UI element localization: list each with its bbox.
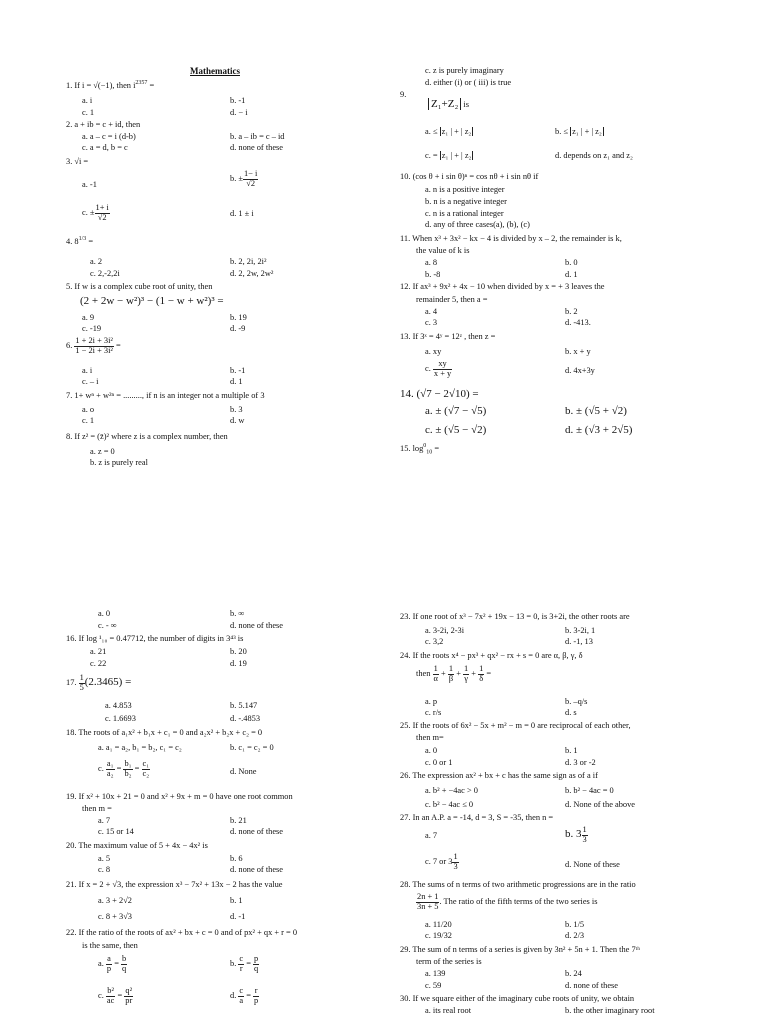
q7-option-c: c. 1 bbox=[82, 416, 95, 425]
q22-option-c: c. $\frac{\text{b²}}{ac}$ = $\frac{\text{q²}}{pr}$ bbox=[98, 986, 133, 1005]
q15-option-b: b. ∞ bbox=[230, 609, 245, 618]
q3-option-d: d. 1 ± i bbox=[230, 209, 254, 218]
q25-option-c: c. 0 or 1 bbox=[425, 758, 453, 767]
q11-stem-cont: the value of k is bbox=[416, 246, 470, 255]
q3-option-c: c. ± $\frac{1+ i}{√2}$ bbox=[82, 203, 109, 222]
q13-stem: 13. If 3ˣ = 4ʸ = 12ᶻ , then z = bbox=[400, 332, 496, 341]
q9-option-d: d. depends on z₁ and z₂ bbox=[555, 151, 633, 160]
q27-option-b: b. 3 $\frac{1}{3}$ bbox=[565, 825, 587, 844]
q12-option-c: c. 3 bbox=[425, 318, 438, 327]
q30-option-b: b. the other imaginary root bbox=[565, 1006, 655, 1015]
q18-option-a: a. a₁ = a₂, b₁ = b₂, c₁ = c₂ bbox=[98, 743, 182, 752]
q23-option-b: b. 3-2i, 1 bbox=[565, 626, 596, 635]
q29-option-c: c. 59 bbox=[425, 981, 442, 990]
q15-option-a: a. 0 bbox=[98, 609, 111, 618]
q5-option-c: c. -19 bbox=[82, 324, 102, 333]
q22-option-a: a. $\frac{a}{p}$ = $\frac{b}{q}$ bbox=[98, 954, 127, 973]
q16-stem: 16. If log ¹₁₀ = 0.47712, the number of digits in 3⁴³ is bbox=[66, 634, 244, 643]
q8-stem: 8. If z² = (z̄)² where z is a complex number, then bbox=[66, 432, 228, 441]
q20-option-d: d. none of these bbox=[230, 865, 284, 874]
q11-option-b: b. 0 bbox=[565, 258, 578, 267]
q27-option-d: d. None of these bbox=[565, 860, 620, 869]
q10-option-b: b. n is a negative integer bbox=[425, 197, 507, 206]
q21-option-d: d. -1 bbox=[230, 912, 246, 921]
q29-option-b: b. 24 bbox=[565, 969, 582, 978]
q5-option-b: b. 19 bbox=[230, 313, 247, 322]
q21-option-c: c. 8 + 3√3 bbox=[98, 912, 132, 921]
q29-stem: 29. The sum of n terms of a series is given by 3n² + 5n + 1. Then the 7ᵗʰ bbox=[400, 945, 640, 954]
q10-stem: 10. (cos θ + i sin θ)ⁿ = cos nθ + i sin nθ if bbox=[400, 172, 539, 181]
q19-option-c: c. 15 or 14 bbox=[98, 827, 134, 836]
q26-stem: 26. The expression ax² + bx + c has the same sign as of a if bbox=[400, 771, 598, 780]
q9-expression: Z₁+Z₂ is bbox=[428, 98, 469, 111]
q14-option-d: d. ± (√3 + 2√5) bbox=[565, 424, 633, 436]
q28-option-d: d. 2/3 bbox=[565, 931, 585, 940]
q10-option-d: d. any of three cases(a), (b), (c) bbox=[425, 220, 530, 229]
q6-stem: 6. $\frac{\text{1 + 2i + 3i²}}{\text{1 − 2i + 3i²}}$ = bbox=[66, 336, 121, 355]
q21-option-b: b. 1 bbox=[230, 896, 243, 905]
q15-option-c: c. - ∞ bbox=[98, 621, 117, 630]
q28-option-b: b. 1/5 bbox=[565, 920, 585, 929]
q3-option-a: a. -1 bbox=[82, 180, 97, 189]
q17-stem: 17. $\frac{1}{5}$ (2.3465) = bbox=[66, 673, 132, 692]
q12-option-d: d. -413. bbox=[565, 318, 591, 327]
q26-option-a: a. b² + −4ac > 0 bbox=[425, 786, 478, 795]
q25-stem-cont: then m= bbox=[416, 733, 444, 742]
q2-option-b: b. a – ib = c – id bbox=[230, 132, 285, 141]
q17-option-d: d. -.4853 bbox=[230, 714, 261, 723]
q8-option-d: d. either (i) or ( iii) is true bbox=[425, 78, 512, 87]
q4-option-d: d. 2, 2w, 2w² bbox=[230, 269, 274, 278]
q17-option-c: c. 1.6693 bbox=[105, 714, 136, 723]
q9-number: 9. bbox=[400, 90, 407, 99]
q23-option-c: c. 3,2 bbox=[425, 637, 444, 646]
q6-option-b: b. -1 bbox=[230, 366, 246, 375]
q26-option-d: d. None of the above bbox=[565, 800, 636, 809]
q28-option-c: c. 19/32 bbox=[425, 931, 452, 940]
q10-option-a: a. n is a positive integer bbox=[425, 185, 505, 194]
q27-option-c: c. 7 or 3 $\frac{1}{3}$ bbox=[425, 852, 458, 871]
q11-option-c: b. -8 bbox=[425, 270, 441, 279]
q25-option-a: a. 0 bbox=[425, 746, 438, 755]
q13-option-a: a. xy bbox=[425, 347, 442, 356]
q24-option-c: c. r/s bbox=[425, 708, 442, 717]
q14-option-b: b. ± (√5 + √2) bbox=[565, 405, 627, 417]
q12-option-b: b. 2 bbox=[565, 307, 578, 316]
q20-stem: 20. The maximum value of 5 + 4x − 4x² is bbox=[66, 841, 208, 850]
q9-option-b: b. ≤ z₁ | + | z₂ bbox=[555, 127, 602, 136]
q2-stem: 2. a + ib = c + id, then bbox=[66, 120, 141, 129]
q1-option-a: a. i bbox=[82, 96, 93, 105]
q13-option-c: c. $\frac{xy}{x + y}$ bbox=[425, 359, 452, 378]
q21-stem: 21. If x = 2 + √3, the expression x³ − 7x² + 13x − 2 has the value bbox=[66, 880, 283, 889]
q16-option-b: b. 20 bbox=[230, 647, 247, 656]
q24-option-a: a. p bbox=[425, 697, 438, 706]
q9-option-c: c. = z₁ | + | z₂ bbox=[425, 151, 472, 160]
q8-option-c: c. z is purely imaginary bbox=[425, 66, 504, 75]
q30-option-a: a. its real root bbox=[425, 1006, 472, 1015]
q8-option-b: b. z is purely real bbox=[90, 458, 148, 467]
q26-option-c: c. b² − 4ac ≤ 0 bbox=[425, 800, 474, 809]
q14-option-a: a. ± (√7 − √5) bbox=[425, 405, 487, 417]
q11-option-d: d. 1 bbox=[565, 270, 578, 279]
q14-stem: 14. (√7 − 2√10) = bbox=[400, 388, 479, 400]
q3-stem: 3. √i = bbox=[66, 157, 89, 166]
q5-option-d: d. -9 bbox=[230, 324, 246, 333]
q5-option-a: a. 9 bbox=[82, 313, 95, 322]
q16-option-c: c. 22 bbox=[90, 659, 107, 668]
q22-option-b: b. $\frac{c}{r}$ = $\frac{p}{q}$ bbox=[230, 954, 259, 973]
q9-option-a: a. ≤ z₁ | + | z₂ bbox=[425, 127, 472, 136]
q12-option-a: a. 4 bbox=[425, 307, 438, 316]
q16-option-d: d. 19 bbox=[230, 659, 247, 668]
q19-stem: 19. If x² + 10x + 21 = 0 and x² + 9x + m = 0 have one root common bbox=[66, 792, 293, 801]
q6-option-c: c. – i bbox=[82, 377, 99, 386]
q1-option-d: d. − i bbox=[230, 108, 248, 117]
q24-option-d: d. s bbox=[565, 708, 577, 717]
q25-option-b: b. 1 bbox=[565, 746, 578, 755]
q24-stem: 24. If the roots x⁴ − px³ + qx² − rx + s = 0 are α, β, γ, δ bbox=[400, 651, 583, 660]
q3-option-b: b. ± $\frac{1- i}{√2}$ bbox=[230, 169, 258, 188]
q13-option-b: b. x + y bbox=[565, 347, 591, 356]
q22-stem: 22. If the ratio of the roots of ax² + bx + c = 0 and of px² + qx + r = 0 bbox=[66, 928, 298, 937]
q7-stem: 7. 1+ wⁿ + w²ⁿ = ........., if n is an integer not a multiple of 3 bbox=[66, 391, 265, 400]
q6-option-a: a. i bbox=[82, 366, 93, 375]
q21-option-a: a. 3 + 2√2 bbox=[98, 896, 132, 905]
q5-expression: (2 + 2w − w²)³ − (1 − w + w²)³ = bbox=[80, 295, 224, 307]
q23-option-d: d. -1, 13 bbox=[565, 637, 593, 646]
q29-stem-cont: term of the series is bbox=[416, 957, 482, 966]
q18-option-c: c. $\frac{\text{a₁}}{\text{a₂}}$ = $\frac{\text{b₁}}{\text{b₂}}$ = $\frac{\text{c₁}}{\text{c₂}}$ bbox=[98, 759, 150, 778]
q23-option-a: a. 3-2i, 2-3i bbox=[425, 626, 465, 635]
q2-option-a: a. a – c = i (d-b) bbox=[82, 132, 136, 141]
q28-stem: 28. The sums of n terms of two arithmetic progressions are in the ratio bbox=[400, 880, 636, 889]
q4-option-c: c. 2,-2,2i bbox=[90, 269, 120, 278]
q25-option-d: d. 3 or -2 bbox=[565, 758, 596, 767]
q30-stem: 30. If we square either of the imaginary cube roots of unity, we obtain bbox=[400, 994, 635, 1003]
q24-option-b: b. –q/s bbox=[565, 697, 588, 706]
q29-option-d: d. none of these bbox=[565, 981, 619, 990]
q29-option-a: a. 139 bbox=[425, 969, 446, 978]
q4-option-b: b. 2, 2i, 2i² bbox=[230, 257, 267, 266]
q10-option-c: c. n is a rational integer bbox=[425, 209, 504, 218]
q2-option-c: c. a = d, b = c bbox=[82, 143, 128, 152]
q7-option-a: a. o bbox=[82, 405, 95, 414]
q15-stem: 15. $\log^0_{10}$ = bbox=[400, 443, 440, 456]
q7-option-d: d. w bbox=[230, 416, 245, 425]
q1-option-c: c. 1 bbox=[82, 108, 95, 117]
q2-option-d: d. none of these bbox=[230, 143, 284, 152]
q16-option-a: a. 21 bbox=[90, 647, 107, 656]
q11-stem: 11. When x³ + 3x² − kx − 4 is divided by x – 2, the remainder is k, bbox=[400, 234, 622, 243]
q19-option-b: b. 21 bbox=[230, 816, 247, 825]
q1-stem: 1. If i = √(−1), then $i^{2357}$ = bbox=[66, 80, 155, 90]
q5-stem: 5. If w is a complex cube root of unity, then bbox=[66, 282, 213, 291]
q11-option-a: a. 8 bbox=[425, 258, 438, 267]
q4-stem: 4. $8^{1/3}$ = bbox=[66, 236, 94, 246]
q19-option-d: d. none of these bbox=[230, 827, 284, 836]
q15-option-d: d. none of these bbox=[230, 621, 284, 630]
q28-option-a: a. 11/20 bbox=[425, 920, 452, 929]
q27-option-a: a. 7 bbox=[425, 831, 438, 840]
q17-option-a: a. 4.853 bbox=[105, 701, 132, 710]
q25-stem: 25. If the roots of 6x² − 5x + m² − m = 0 are reciprocal of each other, bbox=[400, 721, 631, 730]
q1-option-b: b. -1 bbox=[230, 96, 246, 105]
q23-stem: 23. If one root of x³ − 7x² + 19x − 13 = 0, is 3+2i, the other roots are bbox=[400, 612, 630, 621]
q19-option-a: a. 7 bbox=[98, 816, 111, 825]
q18-option-b: b. c₁ = c₂ = 0 bbox=[230, 743, 274, 752]
page-title: Mathematics bbox=[190, 66, 240, 76]
q4-option-a: a. 2 bbox=[90, 257, 103, 266]
q20-option-a: a. 5 bbox=[98, 854, 111, 863]
q28-expression: $\frac{2n + 1}{3n + 5}$ . The ratio of the fifth terms of the two series is bbox=[417, 892, 598, 911]
q20-option-c: c. 8 bbox=[98, 865, 111, 874]
q8-option-a: a. z = 0 bbox=[90, 447, 115, 456]
q12-stem-cont: remainder 5, then a = bbox=[416, 295, 488, 304]
q12-stem: 12. If ax³ + 9x² + 4x − 10 when divided by x = + 3 leaves the bbox=[400, 282, 605, 291]
q22-option-d: d. $\frac{c}{a}$ = $\frac{r}{p}$ bbox=[230, 986, 259, 1005]
q6-option-d: d. 1 bbox=[230, 377, 243, 386]
q18-stem: 18. The roots of a₁x² + b₁x + c₁ = 0 and a₂x² + b₂x + c₂ = 0 bbox=[66, 728, 263, 737]
q20-option-b: b. 6 bbox=[230, 854, 243, 863]
q13-option-d: d. 4x+3y bbox=[565, 366, 595, 375]
q27-stem: 27. In an A.P. a = -14, d = 3, S = -35, then n = bbox=[400, 813, 554, 822]
q26-option-b: b. b² − 4ac = 0 bbox=[565, 786, 614, 795]
q19-stem-cont: then m = bbox=[82, 804, 112, 813]
q7-option-b: b. 3 bbox=[230, 405, 243, 414]
q22-stem-cont: is the same, then bbox=[82, 941, 138, 950]
q18-option-d: d. None bbox=[230, 767, 257, 776]
q17-option-b: b. 5.147 bbox=[230, 701, 258, 710]
q24-expression: then $\frac{1}{\alpha}$ + $\frac{1}{\beta}$ + $\frac{1}{\gamma}$ + $\frac{1}{\delta}$ = bbox=[416, 664, 492, 683]
q14-option-c: c. ± (√5 − √2) bbox=[425, 424, 487, 436]
